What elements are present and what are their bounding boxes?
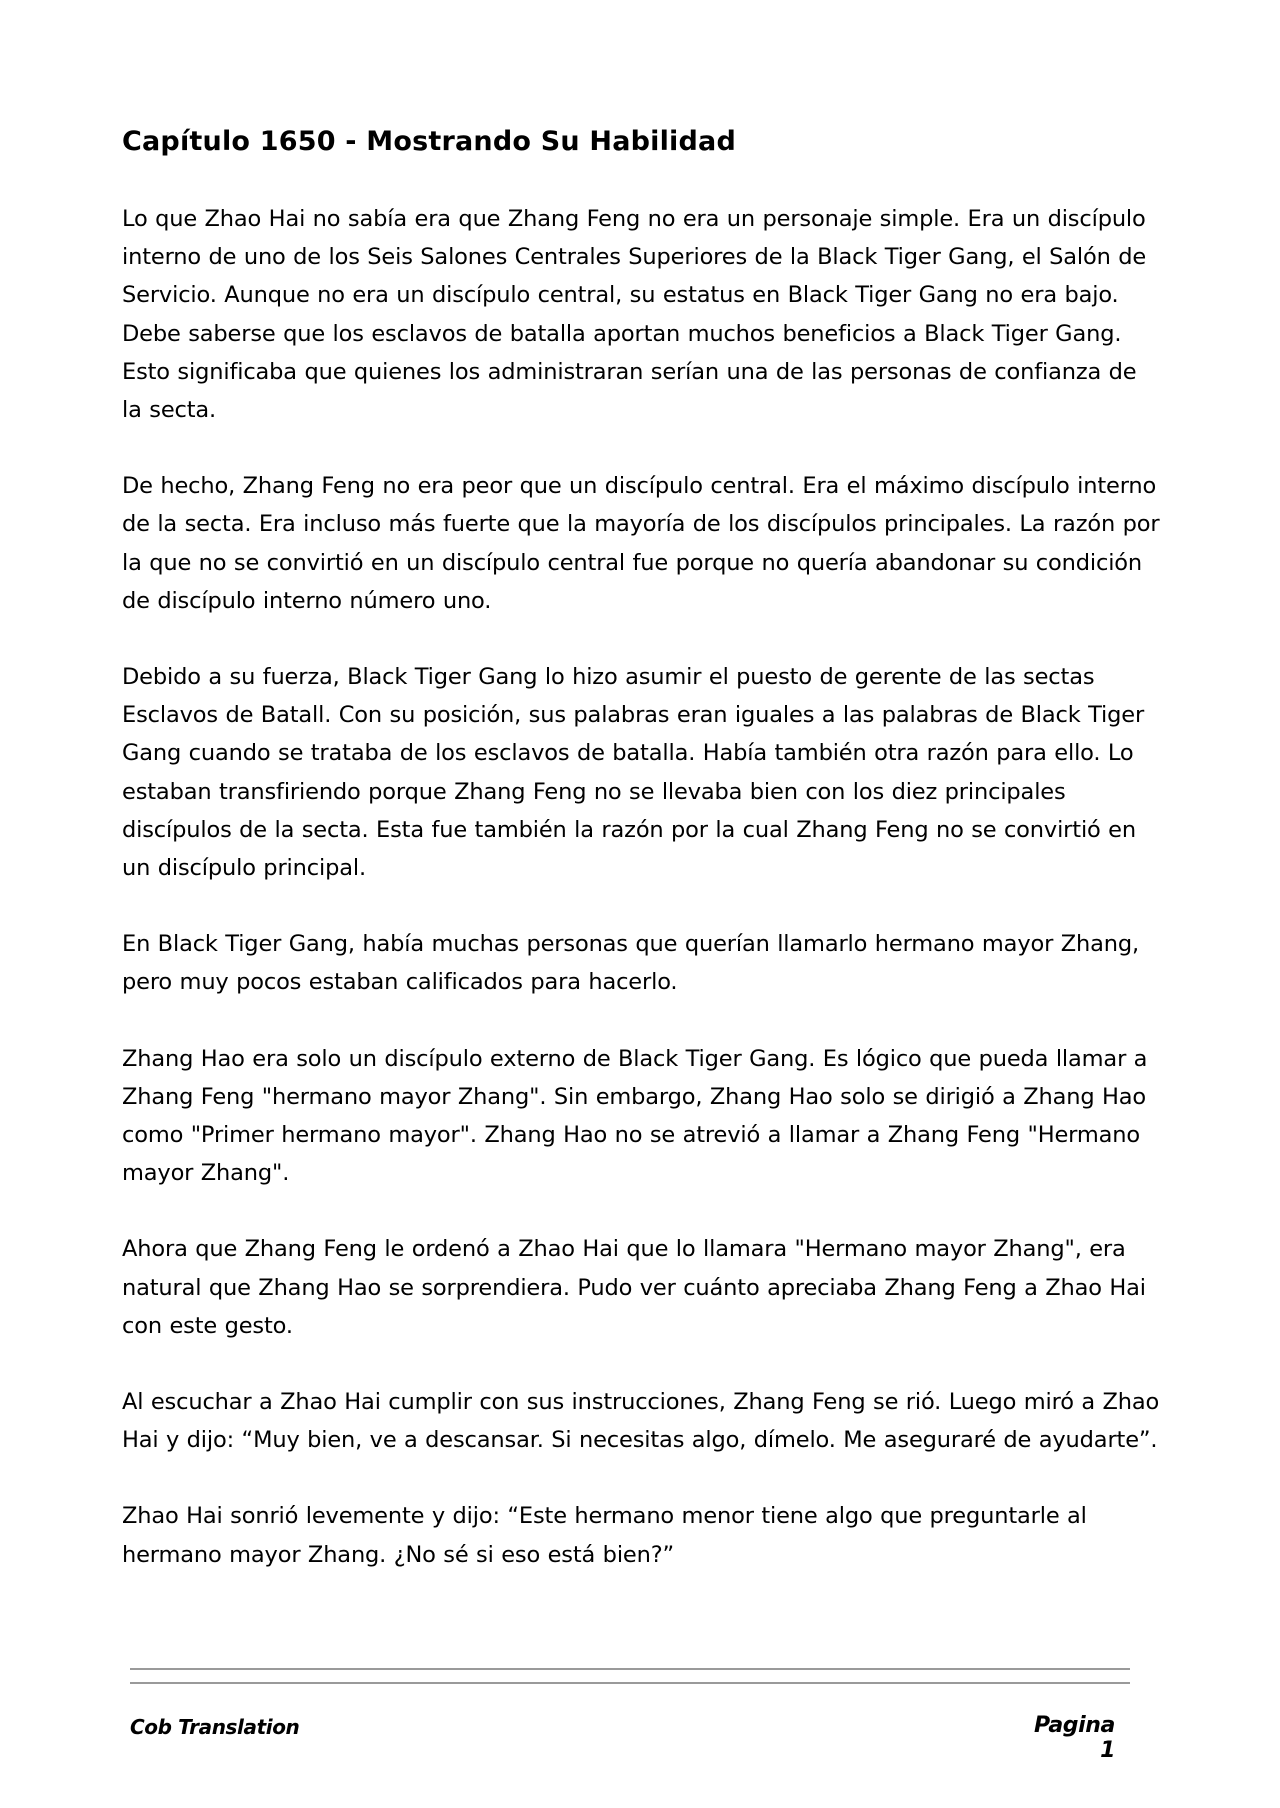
- paragraph: En Black Tiger Gang, había muchas personas que querían llamarlo hermano mayor Zhang, pero muy pocos estaban calificados para hacerlo.: [122, 931, 1139, 996]
- paragraph: Al escuchar a Zhao Hai cumplir con sus instrucciones, Zhang Feng se rió. Luego miró a Zhao Hai y dijo: “Muy bien, ve a descansar. Si necesitas algo, dímelo. Me aseguraré de ayudarte”.: [122, 1389, 1160, 1454]
- footer-translator-credit: Cob Translation: [130, 1715, 300, 1739]
- paragraph: Ahora que Zhang Feng le ordenó a Zhao Hai que lo llamara "Hermano mayor Zhang", era natural que Zhang Hao se sorprendiera. Pudo ver cuánto apreciaba Zhang Feng a Zhao Hai con este gesto.: [122, 1236, 1146, 1339]
- paragraph: De hecho, Zhang Feng no era peor que un discípulo central. Era el máximo discípulo interno de la secta. Era incluso más fuerte que la mayoría de los discípulos principales. La razón por la que no se convirtió en un discípulo central fue porque no quería abandonar su condición de discípulo interno número uno.: [122, 473, 1160, 614]
- paragraph: Zhang Hao era solo un discípulo externo de Black Tiger Gang. Es lógico que pueda llamar a Zhang Feng "hermano mayor Zhang". Sin embargo, Zhang Hao solo se dirigió a Zhang Hao como "Primer hermano mayor". Zhang Hao no se atrevió a llamar a Zhang Feng "Hermano mayor Zhang".: [122, 1045, 1148, 1187]
- footer-page-number: Pagina 1: [1034, 1713, 1115, 1763]
- paragraph: Zhao Hai sonrió levemente y dijo: “Este hermano menor tiene algo que preguntarle al hermano mayor Zhang. ¿No sé si eso está bien?”: [122, 1503, 1087, 1568]
- footer-divider-top: [130, 1668, 1130, 1670]
- paragraph: Lo que Zhao Hai no sabía era que Zhang Feng no era un personaje simple. Era un discípulo interno de uno de los Seis Salones Centrales Superiores de la Black Tiger Gang, el Salón de Servicio. Aunque no era un discípulo central, su estatus en Black Tiger Gang no era bajo. Debe saberse que los esclavos de batalla aportan muchos beneficios a Black Tiger Gang. Esto significaba que quienes los administraran serían una de las personas de confianza de la secta.: [122, 206, 1147, 424]
- chapter-body: [122, 200, 1162, 1612]
- paragraph: Debido a su fuerza, Black Tiger Gang lo hizo asumir el puesto de gerente de las sectas Esclavos de Batall. Con su posición, sus palabras eran iguales a las palabras de Black Tiger Gang cuando se trataba de los esclavos de batalla. Había también otra razón para ello. Lo estaban transfiriendo porque Zhang Feng no se llevaba bien con los diez principales discípulos de la secta. Esta fue también la razón por la cual Zhang Feng no se convirtió en un discípulo principal.: [122, 664, 1145, 882]
- chapter-title: Capítulo 1650 - Mostrando Su Habilidad: [122, 126, 736, 157]
- footer-divider-bottom: [130, 1682, 1130, 1684]
